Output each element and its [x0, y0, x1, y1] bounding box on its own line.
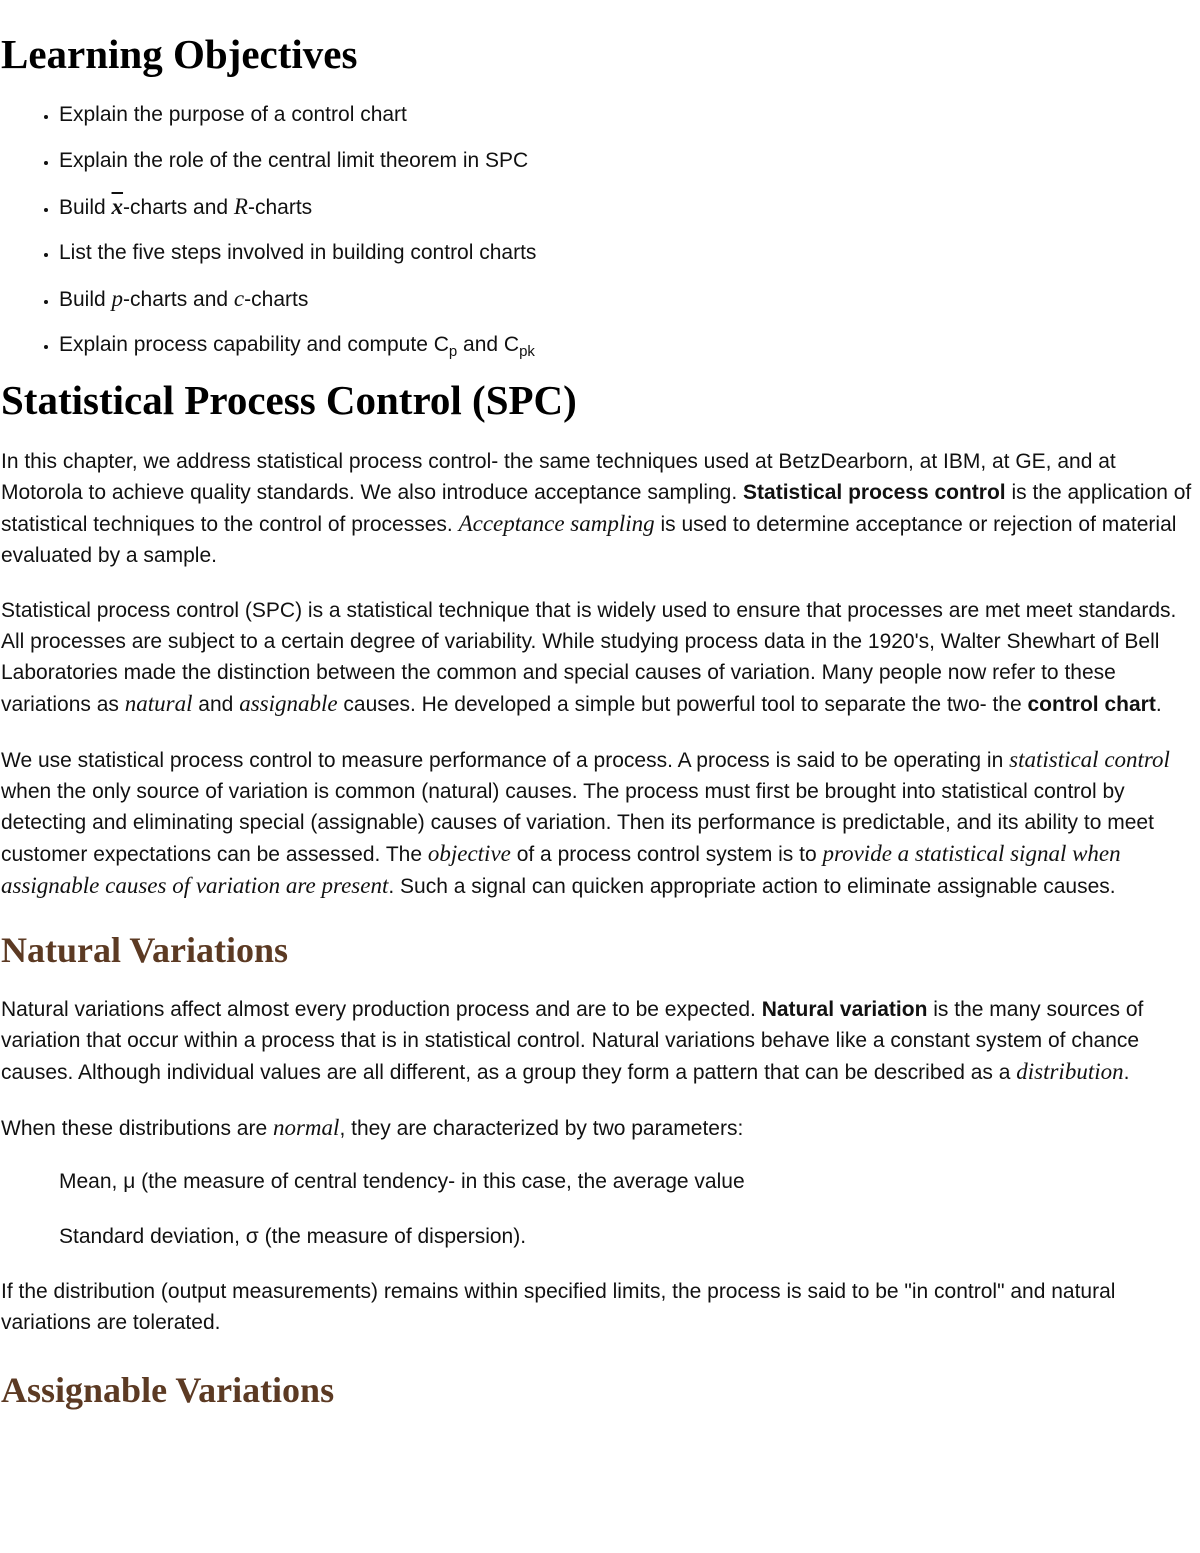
objective-item: • List the five steps involved in building control charts — [59, 238, 1198, 284]
natural-variations-heading: Natural Variations — [1, 930, 289, 970]
x-bar-symbol: $\overline{x}$ — [111, 194, 124, 219]
c-symbol: c — [233, 286, 245, 311]
spc-paragraph-2: Statistical process control (SPC) is a statistical technique that is widely used to ensure that processes are met meet standards. All processes are subject to a certain degree of variability. While studying process data in the 1920's, Walter Shewhart of Bell Laboratories made the distinction between the common and special causes of variation. Many people now refer to these variations as natural and assignable causes. He developed a simple but powerful tool to separate the two- the control chart. — [1, 599, 1177, 716]
objective-item: • Build p-charts and c-charts — [59, 284, 1198, 330]
objective-item: • Explain the purpose of a control chart — [59, 100, 1198, 146]
nv-paragraph-1: Natural variations affect almost every production process and are to be expected. Natural variation is the many sources of variation that occur within a process that is in statistical control. Natural variations behave like a constant system of chance causes. Although individual values are all different, as a group they form a pattern that can be described as a distribution. — [1, 998, 1144, 1084]
spc-paragraph-3: We use statistical process control to measure performance of a process. A process is said to be operating in statistical control when the only source of variation is common (natural) causes. The process must first be brought into statistical control by detecting and eliminating special (assignable) causes of variation. Then its performance is predictable, and its ability to meet customer expectations can be assessed. The objective of a process control system is to provide a statistical signal when assignable causes of variation are present. Such a signal can quicken appropriate action to eliminate assignable causes. — [1, 747, 1170, 898]
objectives-list — [1, 100, 1198, 376]
assignable-variations-heading: Assignable Variations — [1, 1370, 335, 1410]
nv-paragraph-2: When these distributions are normal, they are characterized by two parameters: — [1, 1115, 744, 1140]
nv-paragraph-3: If the distribution (output measurements) remains within specified limits, the process is said to be "in control" and natural variations are tolerated. — [1, 1280, 1116, 1334]
objective-item: • Explain the role of the central limit theorem in SPC — [59, 146, 1198, 192]
subscript-pk: pk — [519, 343, 535, 360]
objective-item: • Explain process capability and compute $C_p$ and $C_{pk}$ — [59, 330, 1198, 376]
spc-heading: Statistical Process Control (SPC) — [1, 377, 577, 423]
mean-definition: Mean, μ (the measure of central tendency- in this case, the average value — [59, 1170, 745, 1193]
learning-objectives-heading: Learning Objectives — [1, 31, 358, 77]
r-symbol: R — [233, 194, 248, 219]
spc-paragraph-1: In this chapter, we address statistical process control- the same techniques used at BetzDearborn, at IBM, at GE, and at Motorola to achieve quality standards. We also introduce acceptance sampling. Statistical process control is the application of statistical techniques to the control of processes. Acceptance sampling is used to determine acceptance or rejection of material evaluated by a sample. — [1, 450, 1192, 567]
objective-item: • Build $\overline{x}$-charts and R-charts — [59, 192, 1198, 238]
p-symbol: p — [111, 286, 124, 311]
standard-deviation-definition: Standard deviation, σ (the measure of dispersion). — [59, 1225, 527, 1248]
subscript-p: p — [448, 343, 458, 360]
